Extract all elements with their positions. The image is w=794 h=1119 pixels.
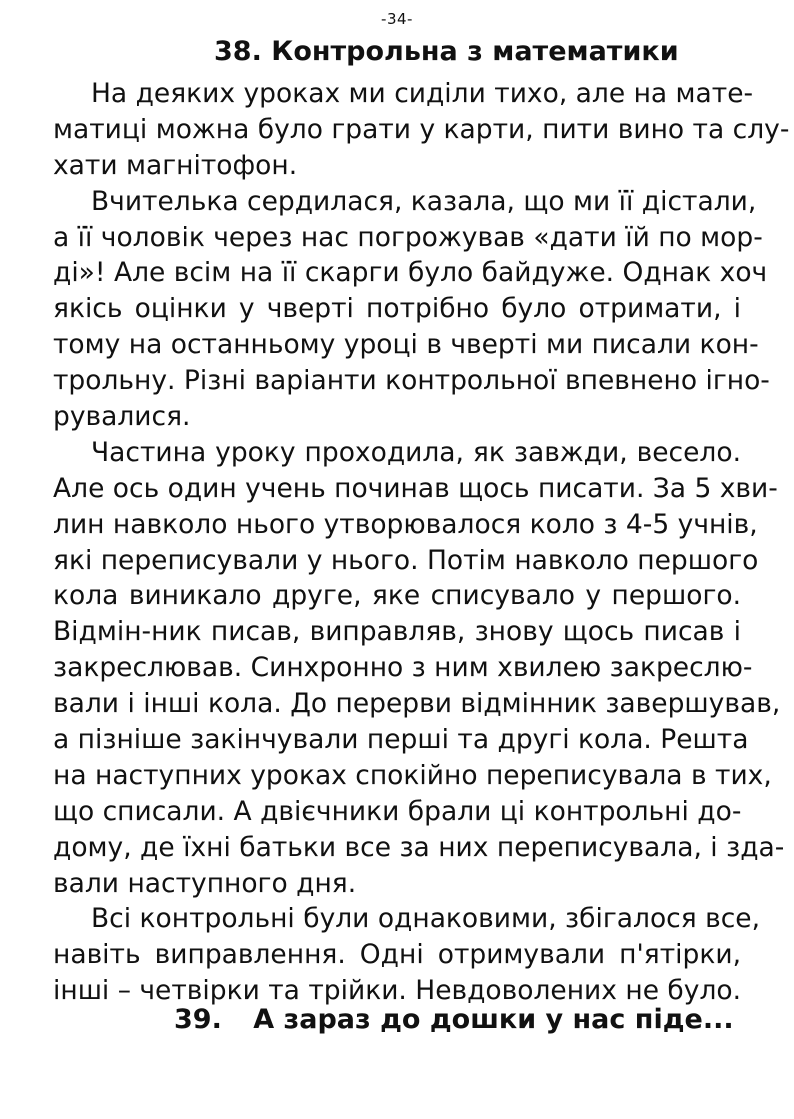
text-line: що списали. А двієчники брали ці контрольні до- <box>53 795 742 827</box>
text-line: На деяких уроках ми сиділи тихо, але на мате- <box>91 78 754 109</box>
text-line: кола виникало друге, яке списувало у першого. <box>53 580 741 612</box>
text-line: Відмін-ник писав, виправляв, знову щось писав і <box>53 616 741 648</box>
text-line: а її чоловік через нас погрожував «дати їй по мор- <box>53 221 763 253</box>
text-line: якісь оцінки у чверті потрібно було отримати, і <box>53 293 741 325</box>
text-line: навіть виправлення. Одні отримували п'ятірки, <box>53 939 741 971</box>
text-line: на наступних уроках спокійно переписувала в тих, <box>53 759 772 791</box>
section-heading: А зараз до дошки у нас піде... <box>253 1004 734 1035</box>
text-line: вали наступного дня. <box>53 867 357 899</box>
text-line: Частина уроку проходила, як завжди, весело. <box>91 436 741 468</box>
text-line: а пізніше закінчували перші та другі кола. Решта <box>53 724 749 756</box>
section-number: 39. <box>174 1004 222 1035</box>
section-title-38 <box>214 36 679 67</box>
text-line: матиці можна було грати у карти, пити вино та слу- <box>53 113 790 145</box>
text-line: дому, де їхні батьки все за них переписувала, і зда- <box>53 831 785 863</box>
section-heading: Контрольна з математики <box>271 36 679 67</box>
text-line: тому на останньому уроці в чверті ми писали кон- <box>53 329 759 361</box>
text-line: ді»! Але всім на її скарги було байдуже. Однак хоч <box>53 257 768 289</box>
text-line: Вчителька сердилася, казала, що ми її дістали, <box>91 185 757 217</box>
text-line: інші – четвірки та трійки. Невдоволених не було. <box>53 975 742 1007</box>
text-line: Але ось один учень починав щось писати. За 5 хви- <box>53 472 778 504</box>
text-line: хати магнітофон. <box>53 149 298 181</box>
section-number: 38. <box>214 36 262 67</box>
text-line: трольну. Різні варіанти контрольної впевнено ігно- <box>53 365 770 397</box>
section-title-39 <box>174 1004 734 1035</box>
body-text <box>53 76 790 1009</box>
text-line: Всі контрольні були однаковими, збігалося все, <box>91 903 761 935</box>
page-number: -34- <box>381 10 413 28</box>
text-line: які переписували у нього. Потім навколо першого <box>53 544 759 576</box>
text-line: закреслював. Синхронно з ним хвилею закреслю- <box>53 652 753 684</box>
text-line: рувалися. <box>53 401 191 433</box>
text-line: лин навколо нього утворювалося коло з 4-5 учнів, <box>53 508 758 540</box>
text-line: вали і інші кола. До перерви відмінник завершував, <box>53 688 781 720</box>
